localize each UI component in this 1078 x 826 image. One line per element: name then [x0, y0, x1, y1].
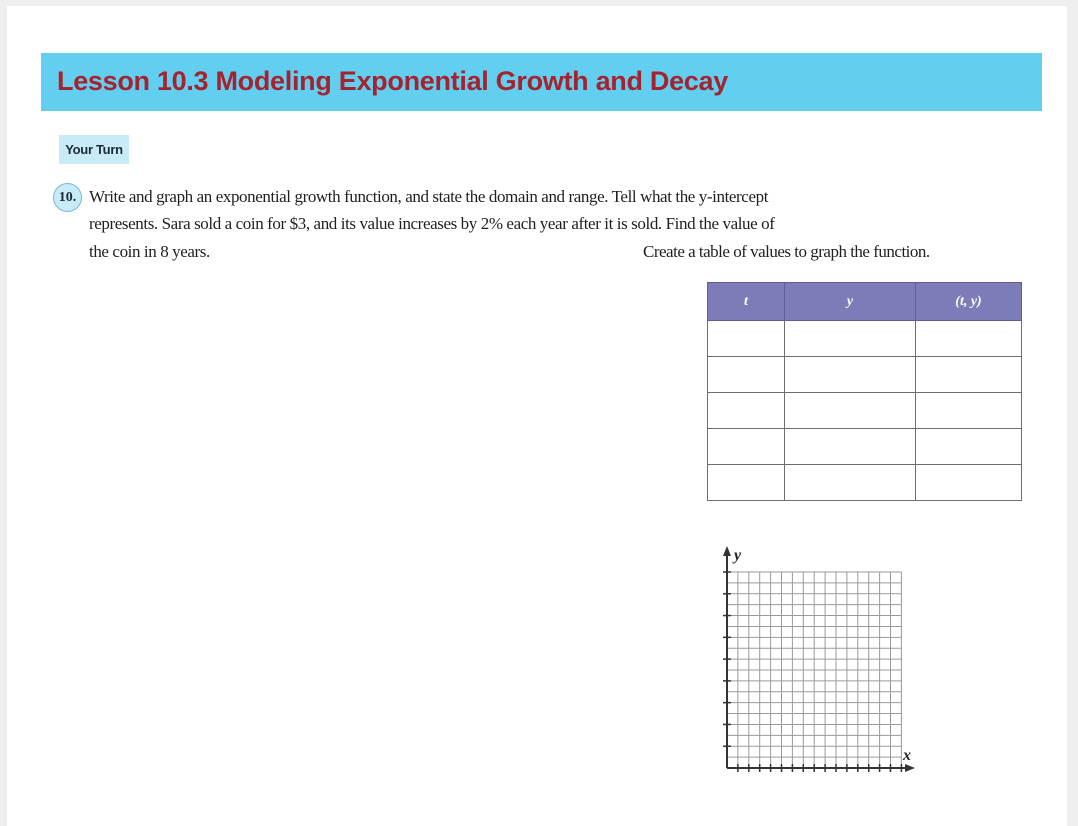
- problem-text-line-1: Write and graph an exponential growth function, and state the domain and range. Tell what the y-intercept: [89, 187, 769, 206]
- problem-text-line-3: the coin in 8 years.: [89, 242, 210, 261]
- table-row: [708, 429, 1022, 465]
- table-cell-y[interactable]: [785, 321, 916, 357]
- table-row: [708, 465, 1022, 501]
- table-cell-y[interactable]: [785, 429, 916, 465]
- table-instruction: Create a table of values to graph the function.: [643, 242, 930, 261]
- table-cell-ty[interactable]: [916, 321, 1022, 357]
- table-cell-t[interactable]: [708, 393, 785, 429]
- worksheet-page: [7, 6, 1067, 826]
- y-axis-label: y: [734, 547, 742, 564]
- problem-number-badge: 10.: [53, 183, 82, 212]
- table-cell-ty[interactable]: [916, 465, 1022, 501]
- table-cell-ty[interactable]: [916, 429, 1022, 465]
- problem-text-line-2: represents. Sara sold a coin for $3, and its value increases by 2% each year after it is sold. Find the value of: [89, 214, 775, 233]
- coordinate-grid[interactable]: [717, 538, 917, 778]
- axis-ticks: [723, 572, 901, 772]
- table-cell-ty[interactable]: [916, 393, 1022, 429]
- table-cell-y[interactable]: [785, 465, 916, 501]
- table-row: [708, 393, 1022, 429]
- column-header-ty: (t, y): [916, 283, 1022, 321]
- table-header-row: [708, 283, 1022, 321]
- lesson-banner: [41, 53, 1042, 111]
- table-cell-t[interactable]: [708, 465, 785, 501]
- table-of-values: [707, 282, 1022, 501]
- table-cell-y[interactable]: [785, 357, 916, 393]
- grid-lines: [727, 572, 901, 768]
- column-header-t: t: [708, 283, 785, 321]
- column-header-y: y: [785, 283, 916, 321]
- your-turn-badge: Your Turn: [59, 135, 129, 164]
- table-cell-t[interactable]: [708, 321, 785, 357]
- table-row: [708, 321, 1022, 357]
- table-cell-ty[interactable]: [916, 357, 1022, 393]
- lesson-title: Lesson 10.3 Modeling Exponential Growth and Decay: [57, 66, 728, 96]
- y-axis-arrow-icon: [723, 546, 731, 556]
- table-cell-y[interactable]: [785, 393, 916, 429]
- x-axis-label: x: [903, 747, 911, 764]
- table-cell-t[interactable]: [708, 429, 785, 465]
- table-row: [708, 357, 1022, 393]
- table-cell-t[interactable]: [708, 357, 785, 393]
- x-axis-arrow-icon: [905, 764, 915, 772]
